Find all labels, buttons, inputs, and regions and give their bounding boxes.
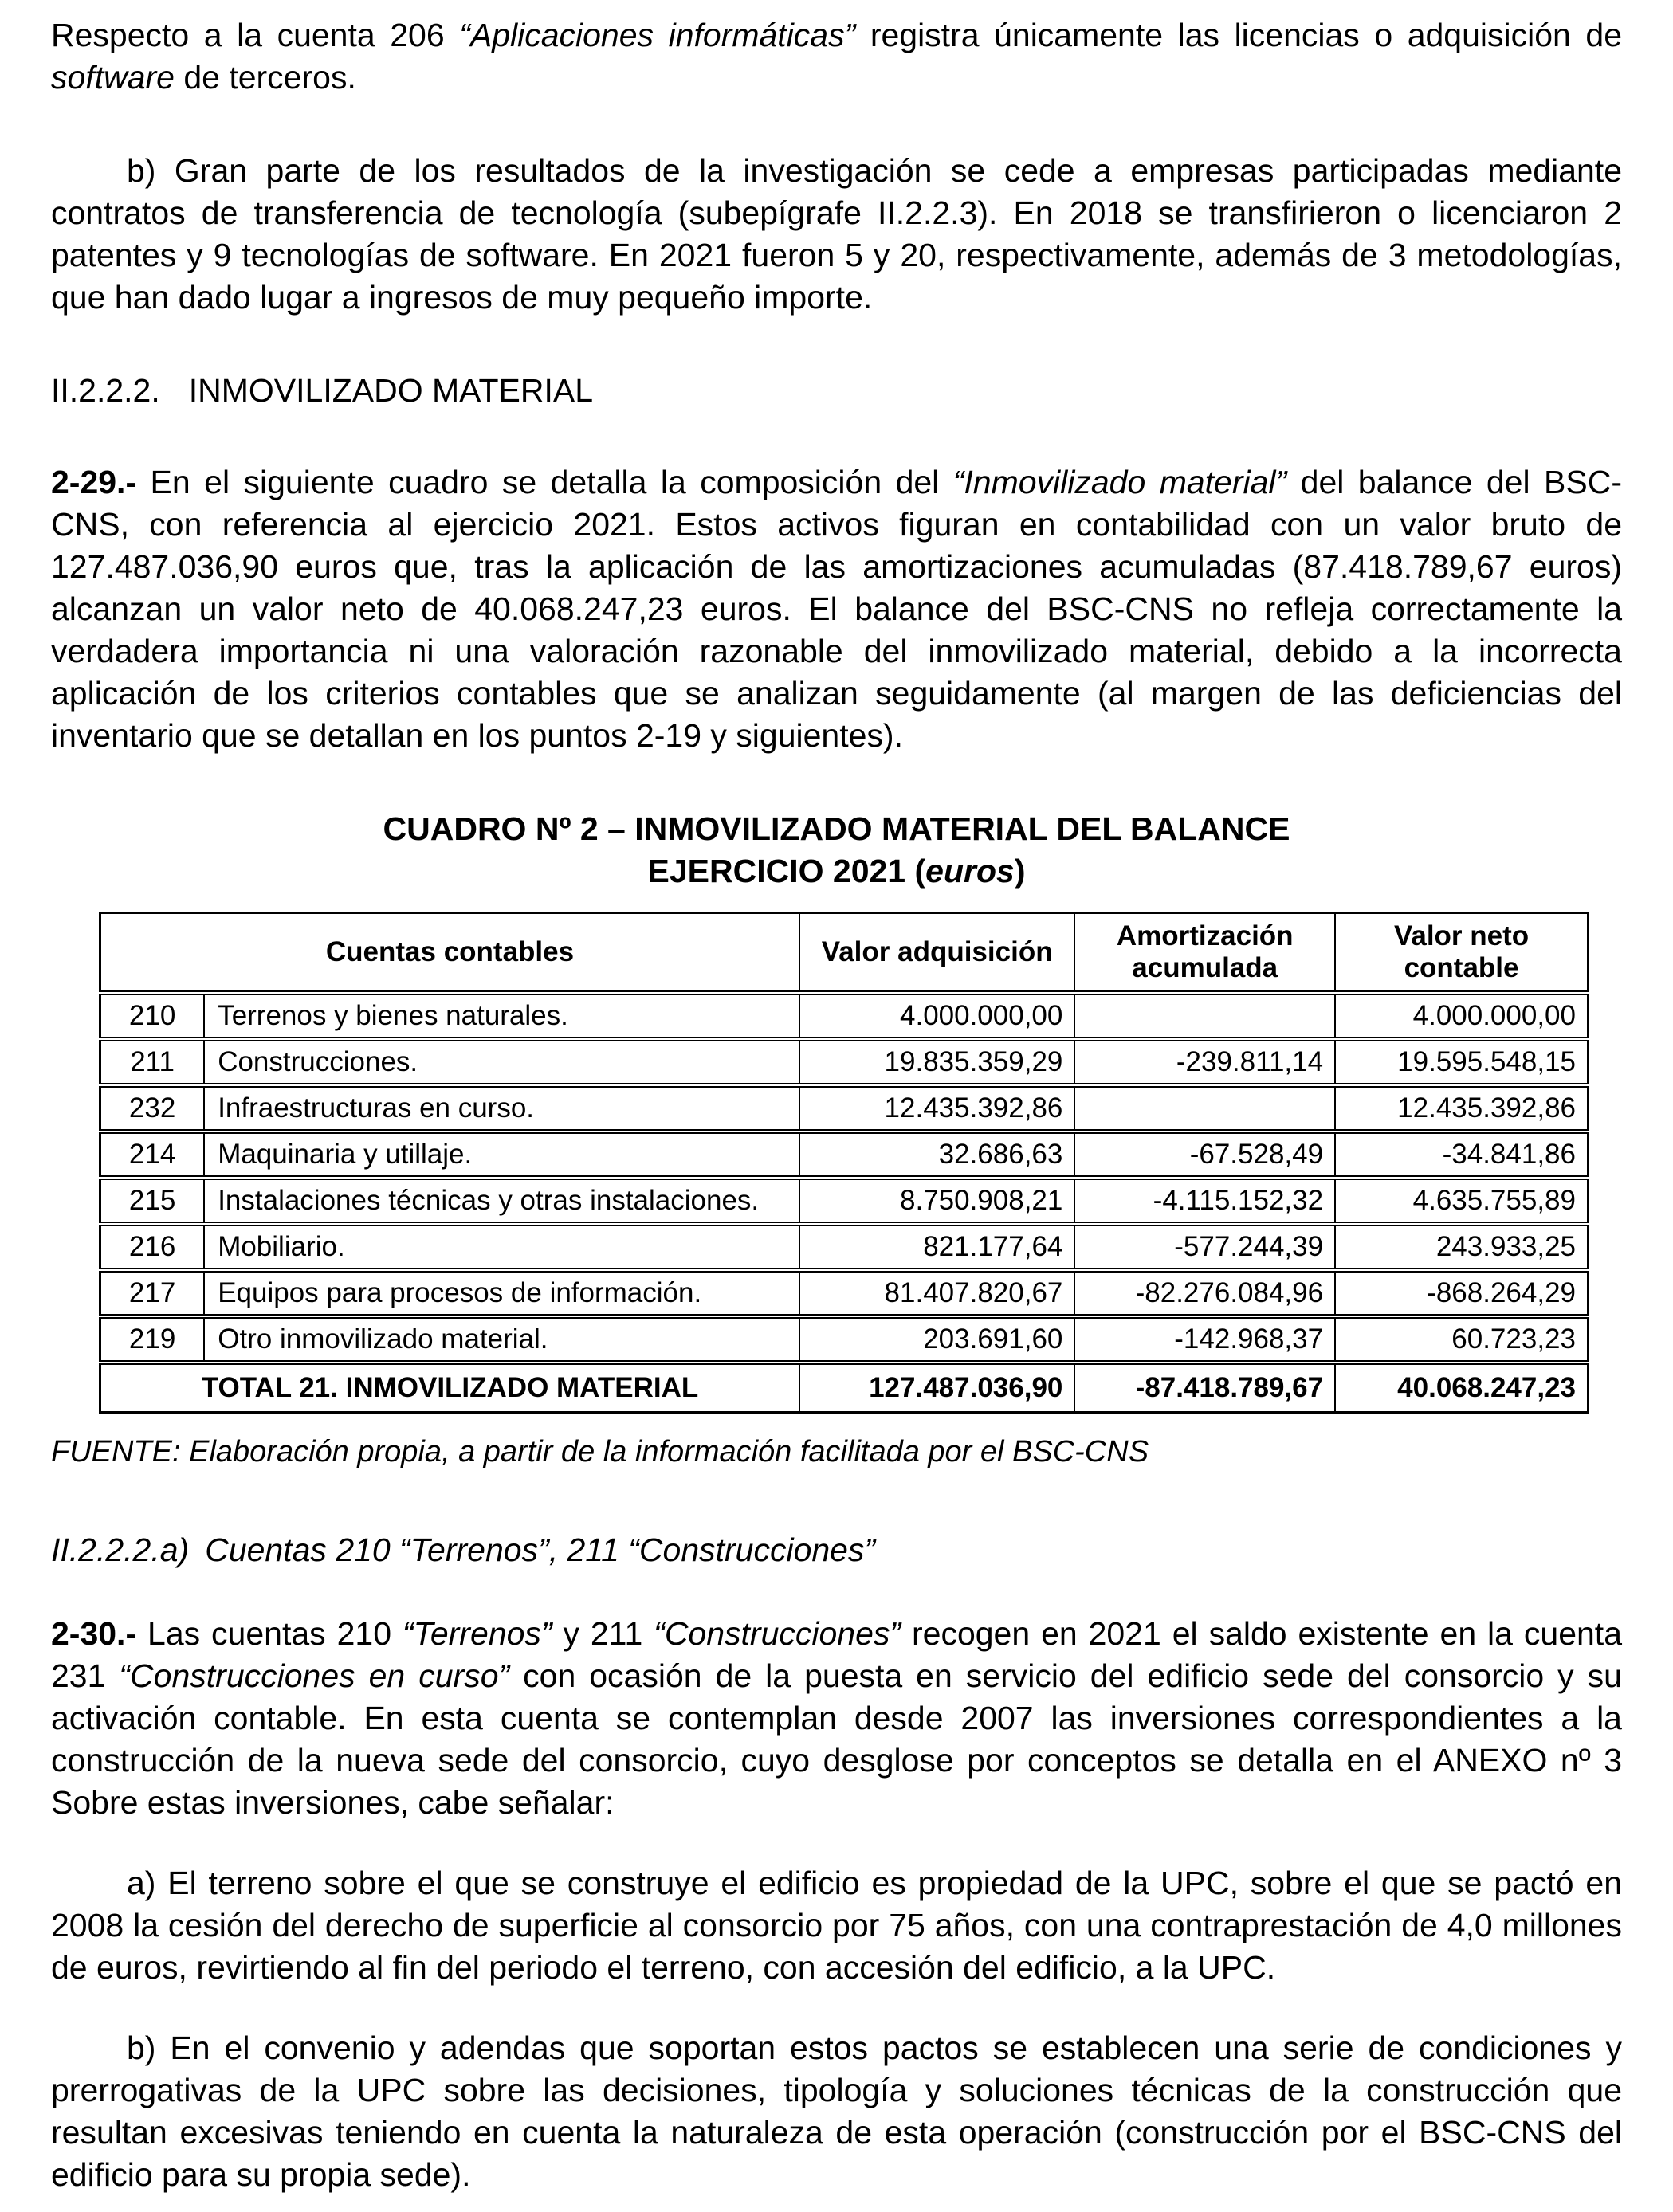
section-heading-ii222a (51, 1529, 1622, 1571)
cell-account-code: 214 (100, 1131, 205, 1178)
table-title (51, 808, 1622, 892)
p230-seg-italic-terrenos: “Terrenos” (402, 1615, 552, 1652)
header-valor-adquisicion: Valor adquisición (799, 913, 1074, 994)
title-line2-suffix: ) (1014, 853, 1026, 889)
cell-amortizacion: -577.244,39 (1074, 1224, 1335, 1270)
cell-valor-neto: -34.841,86 (1335, 1131, 1588, 1178)
cell-valor-adquisicion: 821.177,64 (799, 1224, 1074, 1270)
cell-account-code: 216 (100, 1224, 205, 1270)
cell-valor-neto: 60.723,23 (1335, 1316, 1588, 1363)
cell-amortizacion: -67.528,49 (1074, 1131, 1335, 1178)
cell-valor-neto: -868.264,29 (1335, 1270, 1588, 1316)
cell-valor-adquisicion: 32.686,63 (799, 1131, 1074, 1178)
cell-amortizacion: -4.115.152,32 (1074, 1178, 1335, 1224)
p229-seg-italic-quote: “Inmovilizado material” (952, 464, 1287, 500)
title-line2-euros-italic: euros (925, 853, 1015, 889)
cell-account-name: Infraestructuras en curso. (204, 1085, 799, 1131)
table-head (100, 913, 1589, 994)
section-number: II.2.2.2. (51, 372, 160, 409)
section-heading-ii222 (51, 370, 1622, 412)
paragraph-b1: b) Gran parte de los resultados de la investigación se cede a empresas participadas mediante contratos de transferencia de tecnología (subepígrafe II.2.2.3). En 2018 se transfirieron o licenciaron 2 patentes y 9 tecnologías de software. En 2021 fueron 5 y 20, respectivamente, además de 3 metodologías, que han dado lugar a ingresos de muy pequeño importe. (51, 152, 1622, 316)
subsection-title: Cuentas 210 “Terrenos”, 211 “Construcciones” (205, 1532, 876, 1568)
cell-valor-neto: 12.435.392,86 (1335, 1085, 1588, 1131)
cell-valor-adquisicion: 12.435.392,86 (799, 1085, 1074, 1131)
section-title: INMOVILIZADO MATERIAL (188, 372, 594, 409)
cell-valor-adquisicion: 4.000.000,00 (799, 993, 1074, 1039)
cell-account-name: Equipos para procesos de información. (204, 1270, 799, 1316)
title-line2-prefix: EJERCICIO 2021 ( (647, 853, 926, 889)
cell-account-name: Maquinaria y utillaje. (204, 1131, 799, 1178)
intro-seg: registra únicamente las licencias o adquisición de (855, 17, 1623, 53)
subsection-number: II.2.2.2.a) (51, 1532, 190, 1568)
cell-amortizacion: -239.811,14 (1074, 1039, 1335, 1085)
paragraph-number-label: 2-29.- (51, 464, 137, 500)
cell-amortizacion: -142.968,37 (1074, 1316, 1335, 1363)
cell-valor-neto: 19.595.548,15 (1335, 1039, 1588, 1085)
table-row-232 (100, 1085, 1589, 1131)
header-valor-neto-contable: Valor neto contable (1335, 913, 1588, 994)
table-title-line2 (51, 850, 1622, 892)
cell-account-name: Otro inmovilizado material. (204, 1316, 799, 1363)
cell-valor-adquisicion: 203.691,60 (799, 1316, 1074, 1363)
cell-account-name: Instalaciones técnicas y otras instalaciones. (204, 1178, 799, 1224)
cell-valor-adquisicion: 81.407.820,67 (799, 1270, 1074, 1316)
table-row-210 (100, 993, 1589, 1039)
table-row-219 (100, 1316, 1589, 1363)
cell-account-code: 215 (100, 1178, 205, 1224)
intro-seg-italic-software: software (51, 59, 175, 96)
p230-seg: recogen en 2021 el saldo existente en la cuenta 231 (51, 1615, 1622, 1694)
cell-amortizacion (1074, 1085, 1335, 1131)
cell-account-code: 211 (100, 1039, 205, 1085)
header-amortizacion-acumulada: Amortización acumulada (1074, 913, 1335, 994)
p230-seg: y 211 (552, 1615, 654, 1652)
p230-seg-italic-construcciones-en-curso: “Construcciones en curso” (119, 1657, 510, 1694)
header-cuentas-contables: Cuentas contables (100, 913, 799, 994)
cell-account-name: Terrenos y bienes naturales. (204, 993, 799, 1039)
cell-account-code: 210 (100, 993, 205, 1039)
paragraph-2-30 (51, 1613, 1622, 1824)
p229-seg: del balance del BSC-CNS, con referencia al ejercicio 2021. Estos activos figuran en contabilidad con un valor bruto de 127.487.036,90 euros que, tras la aplicación de las amortizaciones acumuladas (87.418.789,67 euros) alcanzan un valor neto de 40.068.247,23 euros. El balance del BSC-CNS no refleja correctamente la verdadera importancia ni una valoración razonable del inmovilizado material, debido a la incorrecta aplicación de los criterios contables que se analizan seguidamente (al margen de las deficiencias del inventario que se detallan en los puntos 2-19 y siguientes). (51, 464, 1622, 754)
cell-account-code: 217 (100, 1270, 205, 1316)
cell-total-label: TOTAL 21. INMOVILIZADO MATERIAL (201, 1372, 699, 1403)
intro-seg-italic-quote: “Aplicaciones informáticas” (459, 17, 856, 53)
intro-seg: de terceros. (174, 59, 356, 96)
table-title-line1: CUADRO Nº 2 – INMOVILIZADO MATERIAL DEL BALANCE (383, 810, 1290, 847)
cell-account-code: 219 (100, 1316, 205, 1363)
cell-account-code: 232 (100, 1085, 205, 1131)
table-source-note: FUENTE: Elaboración propia, a partir de la información facilitada por el BSC-CNS (51, 1435, 1149, 1469)
cell-account-name: Construcciones. (204, 1039, 799, 1085)
table-row-217 (100, 1270, 1589, 1316)
cell-total-amortizacion: -87.418.789,67 (1074, 1363, 1335, 1413)
cuadro-2-table (99, 912, 1589, 1414)
cell-valor-neto: 243.933,25 (1335, 1224, 1588, 1270)
p230-seg: con ocasión de la puesta en servicio del edificio sede del consorcio y su activación contable. En esta cuenta se contemplan desde 2007 las inversiones correspondientes a la construcción de la nueva sede del consorcio, cuyo desglose por conceptos se detalla en el ANEXO nº 3 Sobre estas inversiones, cabe señalar: (51, 1657, 1622, 1821)
cell-amortizacion: -82.276.084,96 (1074, 1270, 1335, 1316)
paragraph-a: a) El terreno sobre el que se construye el edificio es propiedad de la UPC, sobre el que se pactó en 2008 la cesión del derecho de superficie al consorcio por 75 años, con una contraprestación de 4,0 millones de euros, revirtiendo al fin del periodo el terreno, con accesión del edificio, a la UPC. (51, 1865, 1622, 1986)
table-row-211 (100, 1039, 1589, 1085)
table-total-row (100, 1363, 1589, 1413)
table-row-215 (100, 1178, 1589, 1224)
p230-seg: Las cuentas 210 (136, 1615, 403, 1652)
cell-total-valor-neto: 40.068.247,23 (1335, 1363, 1588, 1413)
table-body (100, 993, 1589, 1413)
cell-valor-adquisicion: 19.835.359,29 (799, 1039, 1074, 1085)
cell-valor-neto: 4.635.755,89 (1335, 1178, 1588, 1224)
cell-valor-adquisicion: 8.750.908,21 (799, 1178, 1074, 1224)
paragraph-number-label: 2-30.- (51, 1615, 137, 1652)
p229-seg: En el siguiente cuadro se detalla la composición del (136, 464, 953, 500)
cell-valor-neto: 4.000.000,00 (1335, 993, 1588, 1039)
paragraph-b2: b) En el convenio y adendas que soportan estos pactos se establecen una serie de condiciones y prerrogativas de la UPC sobre las decisiones, tipología y soluciones técnicas de la construcción que resultan excesivas teniendo en cuenta la naturaleza de esta operación (construcción por el BSC-CNS del edificio para su propia sede). (51, 2030, 1622, 2193)
intro-seg: Respecto a la cuenta 206 (51, 17, 460, 53)
cell-amortizacion (1074, 993, 1335, 1039)
paragraph-intro (51, 14, 1622, 99)
cell-account-name: Mobiliario. (204, 1224, 799, 1270)
table-row-216 (100, 1224, 1589, 1270)
table-row-214 (100, 1131, 1589, 1178)
paragraph-2-29 (51, 461, 1622, 757)
p230-seg-italic-construcciones: “Construcciones” (654, 1615, 901, 1652)
cell-total-valor-adquisicion: 127.487.036,90 (799, 1363, 1074, 1413)
table-header-row (100, 913, 1589, 994)
